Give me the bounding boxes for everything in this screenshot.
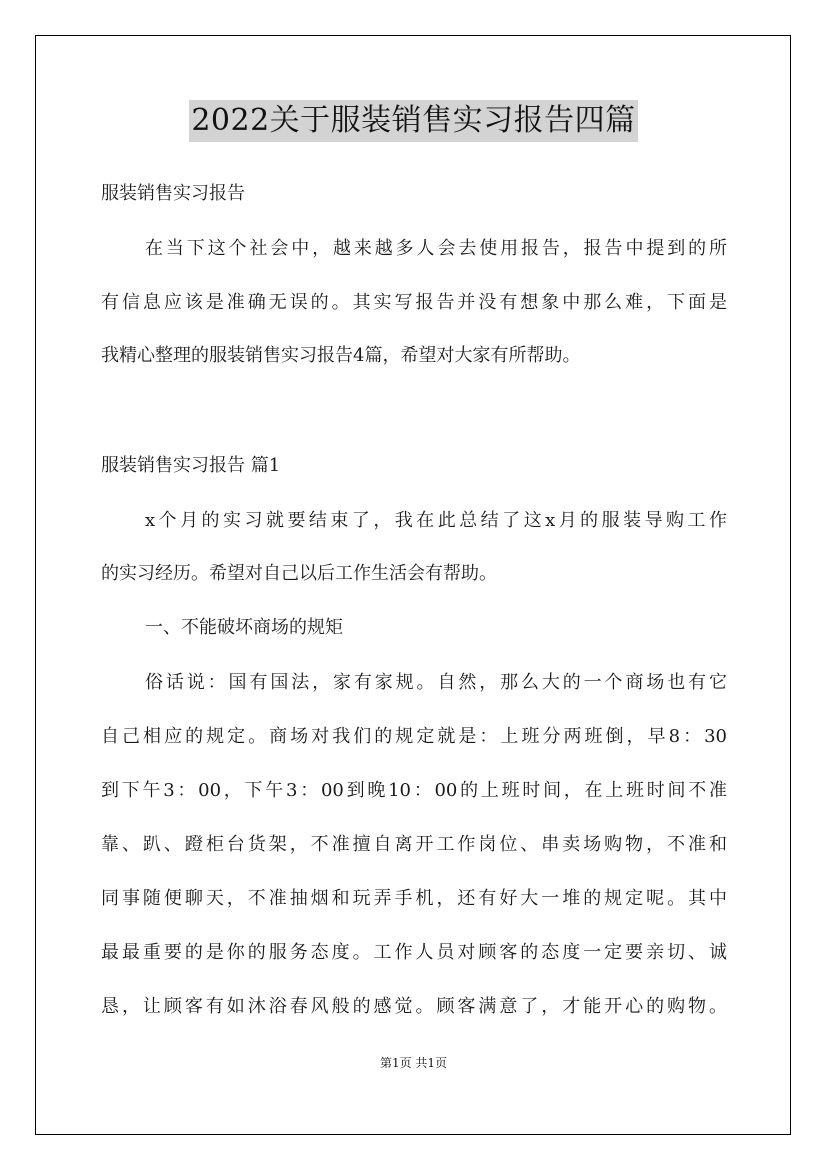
intro-paragraph-line: 我精心整理的服装销售实习报告4篇，希望对大家有所帮助。	[101, 345, 581, 366]
body-paragraph-line: 到下午3：00，下午3：00到晚10：00的上班时间，在上班时间不准	[101, 780, 727, 801]
section-heading: 服装销售实习报告 篇1	[101, 455, 281, 476]
body-paragraph-line: x个月的实习就要结束了，我在此总结了这x月的服装导购工作	[145, 510, 727, 531]
document-title: 2022关于服装销售实习报告四篇	[189, 100, 637, 142]
page-footer: 第1页 共1页	[379, 1056, 448, 1070]
intro-paragraph-line: 在当下这个社会中，越来越多人会去使用报告，报告中提到的所	[145, 238, 727, 259]
subsection-heading: 一、不能破坏商场的规矩	[145, 617, 343, 638]
body-paragraph-line: 自己相应的规定。商场对我们的规定就是：上班分两班倒，早8：30	[101, 726, 727, 747]
intro-paragraph-line: 有信息应该是准确无误的。其实写报告并没有想象中那么难，下面是	[101, 292, 727, 313]
body-paragraph-line: 俗话说：国有国法，家有家规。自然，那么大的一个商场也有它	[145, 672, 727, 693]
intro-heading: 服装销售实习报告	[101, 183, 245, 204]
title-container	[0, 100, 827, 142]
body-paragraph-line: 靠、趴、蹬柜台货架，不准擅自离开工作岗位、串卖场购物，不准和	[101, 834, 727, 855]
body-paragraph-line: 恳，让顾客有如沐浴春风般的感觉。顾客满意了，才能开心的购物。	[101, 996, 727, 1017]
body-paragraph-line: 的实习经历。希望对自己以后工作生活会有帮助。	[101, 563, 497, 584]
body-paragraph-line: 同事随便聊天，不准抽烟和玩弄手机，还有好大一堆的规定呢。其中	[101, 888, 727, 909]
body-paragraph-line: 最最重要的是你的服务态度。工作人员对顾客的态度一定要亲切、诚	[101, 942, 727, 963]
